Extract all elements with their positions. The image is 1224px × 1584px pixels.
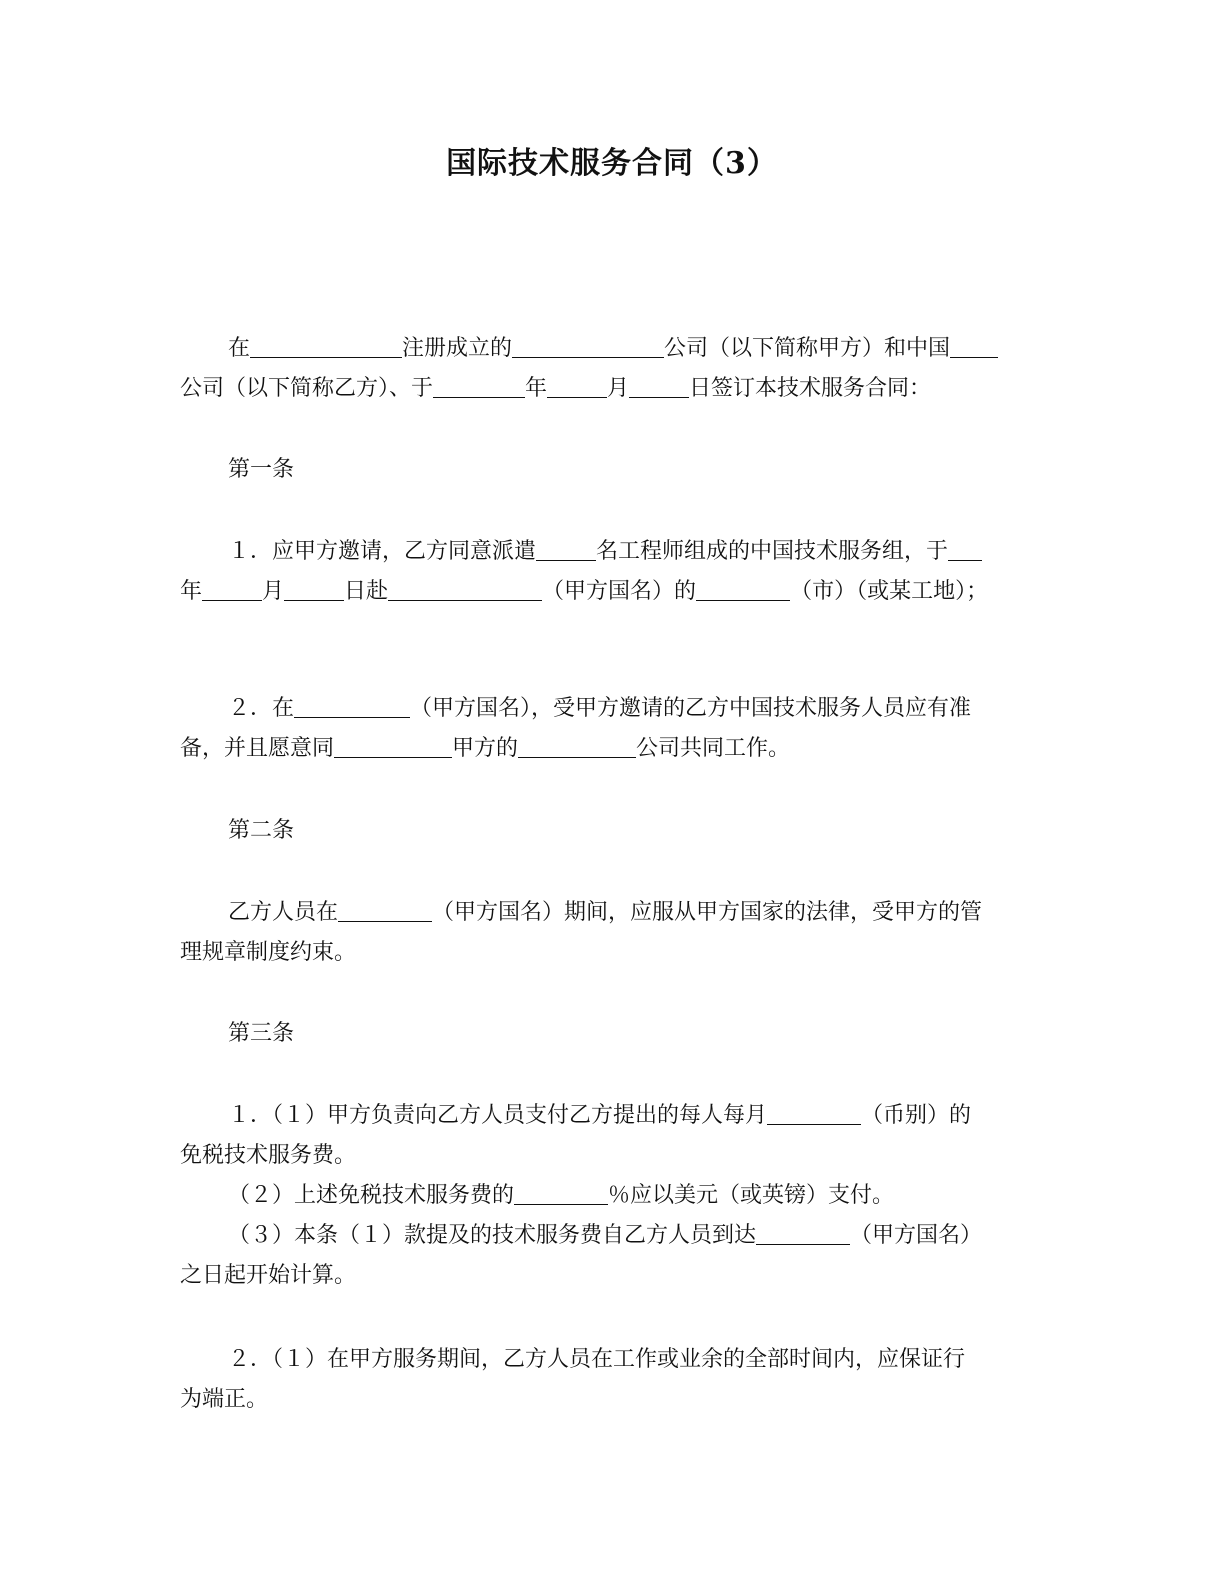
article-3-item-2-line-2: 为端正。 xyxy=(180,1387,269,1412)
engineer-count-blank xyxy=(536,538,596,561)
party-a-company-blank xyxy=(512,335,664,358)
sign-day-blank xyxy=(629,375,689,398)
article-1-item-1-line-2 xyxy=(180,577,1040,607)
dispatch-month-blank xyxy=(202,578,262,601)
text-segment: 在 xyxy=(228,336,251,361)
document-title: 国际技术服务合同（3） xyxy=(446,146,778,181)
article-1-item-2-line-1 xyxy=(180,694,1088,724)
text-segment: 注册成立的 xyxy=(402,336,513,361)
article-1-heading: 第一条 xyxy=(228,457,295,482)
text-segment: （甲方国名）期间，应服从甲方国家的法律，受甲方的管 xyxy=(432,900,983,925)
text-segment: （甲方国名），受甲方邀请的乙方中国技术服务人员应有准 xyxy=(410,696,972,721)
stay-country-blank xyxy=(338,899,432,922)
text-segment: 年 xyxy=(180,579,203,604)
text-segment: 公司（以下简称甲方）和中国 xyxy=(664,336,951,361)
percentage-blank xyxy=(514,1182,608,1205)
text-segment: 甲方的 xyxy=(452,736,519,761)
article-3-heading: 第三条 xyxy=(228,1021,295,1046)
text-segment: 乙方人员在 xyxy=(228,900,339,925)
article-1-item-2-line-2 xyxy=(180,734,1040,764)
text-segment: （２）上述免税技术服务费的 xyxy=(228,1183,515,1208)
text-segment: １．（１）甲方负责向乙方人员支付乙方提出的每人每月 xyxy=(228,1103,768,1128)
preamble-line-2 xyxy=(180,374,1040,404)
article-3-item-1-line-3 xyxy=(180,1181,1088,1211)
article-3-item-1-line-4 xyxy=(180,1221,1088,1251)
text-segment: （币别）的 xyxy=(861,1103,972,1128)
cooperating-company-blank xyxy=(518,735,636,758)
monthly-fee-blank xyxy=(767,1102,861,1125)
text-segment: 名工程师组成的中国技术服务组，于 xyxy=(596,539,949,564)
registration-place-blank xyxy=(250,335,402,358)
text-segment: 备，并且愿意同 xyxy=(180,736,335,761)
text-segment: 月 xyxy=(262,579,285,604)
text-segment: （３）本条（１）款提及的技术服务费自乙方人员到达 xyxy=(228,1223,757,1248)
text-segment: 公司共同工作。 xyxy=(636,736,791,761)
text-segment: 日赴 xyxy=(344,579,389,604)
destination-city-blank xyxy=(696,578,790,601)
article-3-item-1-line-1 xyxy=(180,1101,1088,1131)
dispatch-day-blank xyxy=(284,578,344,601)
article-1-item-1-line-1 xyxy=(180,537,1088,567)
text-segment: ２．在 xyxy=(228,696,295,721)
text-segment: （市）（或某工地）； xyxy=(790,579,989,604)
cooperating-party-blank xyxy=(334,735,452,758)
country-name-blank xyxy=(294,695,410,718)
text-segment: 月 xyxy=(607,376,630,401)
sign-year-blank xyxy=(433,375,525,398)
preamble-line-1 xyxy=(180,334,1088,364)
arrival-country-blank xyxy=(756,1222,850,1245)
destination-country-blank xyxy=(388,578,542,601)
article-3-item-1-line-5: 之日起开始计算。 xyxy=(180,1263,357,1288)
sign-month-blank xyxy=(547,375,607,398)
text-segment: （甲方国名） xyxy=(850,1223,983,1248)
text-segment: （甲方国名）的 xyxy=(542,579,697,604)
article-2-line-1 xyxy=(180,898,1088,928)
text-segment: １．应甲方邀请，乙方同意派遣 xyxy=(228,539,537,564)
text-segment: 年 xyxy=(525,376,548,401)
text-segment: 日签订本技术服务合同： xyxy=(689,376,932,401)
article-2-line-2: 理规章制度约束。 xyxy=(180,940,357,965)
dispatch-year-blank xyxy=(948,538,982,561)
party-b-company-blank xyxy=(950,335,998,358)
text-segment: 公司（以下简称乙方）、于 xyxy=(180,376,434,401)
article-2-heading: 第二条 xyxy=(228,818,295,843)
article-3-item-2-line-1: ２．（１）在甲方服务期间，乙方人员在工作或业余的全部时间内，应保证行 xyxy=(228,1347,966,1372)
text-segment: ％应以美元（或英镑）支付。 xyxy=(608,1183,895,1208)
article-3-item-1-line-2: 免税技术服务费。 xyxy=(180,1143,357,1168)
